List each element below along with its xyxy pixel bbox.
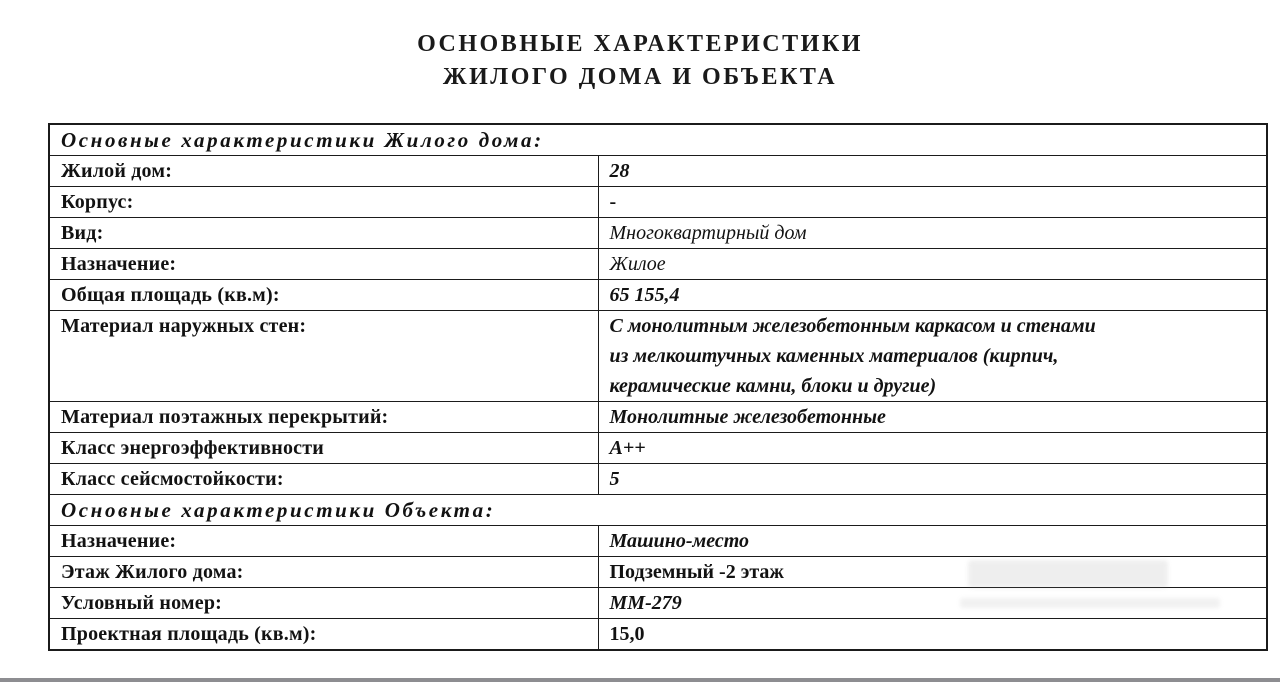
- row-value: Многоквартирный дом: [598, 218, 1267, 249]
- row-label: Вид:: [49, 218, 598, 249]
- row-value: 5: [598, 464, 1267, 495]
- page-title: [0, 28, 1280, 94]
- bottom-divider-bar: [0, 678, 1280, 682]
- table-row: [49, 249, 1267, 280]
- characteristics-table: [48, 123, 1268, 651]
- row-value: 28: [598, 156, 1267, 187]
- table-row: [49, 588, 1267, 619]
- table-row: [49, 280, 1267, 311]
- row-label: Материал поэтажных перекрытий:: [49, 402, 598, 433]
- table-section-header-object: [49, 495, 1267, 526]
- section-title: Основные характеристики Жилого дома:: [49, 124, 1267, 156]
- row-value: 65 155,4: [598, 280, 1267, 311]
- row-value: Жилое: [598, 249, 1267, 280]
- table-row: [49, 557, 1267, 588]
- table-row: [49, 156, 1267, 187]
- page-title-line-2: ЖИЛОГО ДОМА И ОБЪЕКТА: [442, 64, 838, 90]
- row-value: 15,0: [598, 619, 1267, 651]
- row-value: -: [598, 187, 1267, 218]
- page-title-line-1: ОСНОВНЫЕ ХАРАКТЕРИСТИКИ: [417, 31, 863, 57]
- row-value: Подземный -2 этаж: [598, 557, 1267, 588]
- table-row: [49, 218, 1267, 249]
- row-value: А++: [598, 433, 1267, 464]
- row-label: Материал наружных стен:: [49, 311, 598, 402]
- table-row: [49, 311, 1267, 402]
- row-label: Этаж Жилого дома:: [49, 557, 598, 588]
- row-value: Монолитные железобетонные: [598, 402, 1267, 433]
- row-value-text: С монолитным железобетонным каркасом и стенами из мелкоштучных каменных материалов (кирпич, керамические камни, блоки и другие): [609, 315, 1096, 397]
- table-row: [49, 526, 1267, 557]
- row-label: Класс сейсмостойкости:: [49, 464, 598, 495]
- table-row: [49, 464, 1267, 495]
- row-value: ММ-279: [598, 588, 1267, 619]
- row-label: Условный номер:: [49, 588, 598, 619]
- table-row: [49, 187, 1267, 218]
- section-title: Основные характеристики Объекта:: [49, 495, 1267, 526]
- row-label: Жилой дом:: [49, 156, 598, 187]
- row-value: [598, 311, 1267, 402]
- row-label: Назначение:: [49, 526, 598, 557]
- row-label: Общая площадь (кв.м):: [49, 280, 598, 311]
- row-label: Назначение:: [49, 249, 598, 280]
- table-row: [49, 433, 1267, 464]
- table-row: [49, 619, 1267, 651]
- row-label: Класс энергоэффективности: [49, 433, 598, 464]
- row-value: Машино-место: [598, 526, 1267, 557]
- row-label: Корпус:: [49, 187, 598, 218]
- table-row: [49, 402, 1267, 433]
- row-label: Проектная площадь (кв.м):: [49, 619, 598, 651]
- table-section-header-residential: [49, 124, 1267, 156]
